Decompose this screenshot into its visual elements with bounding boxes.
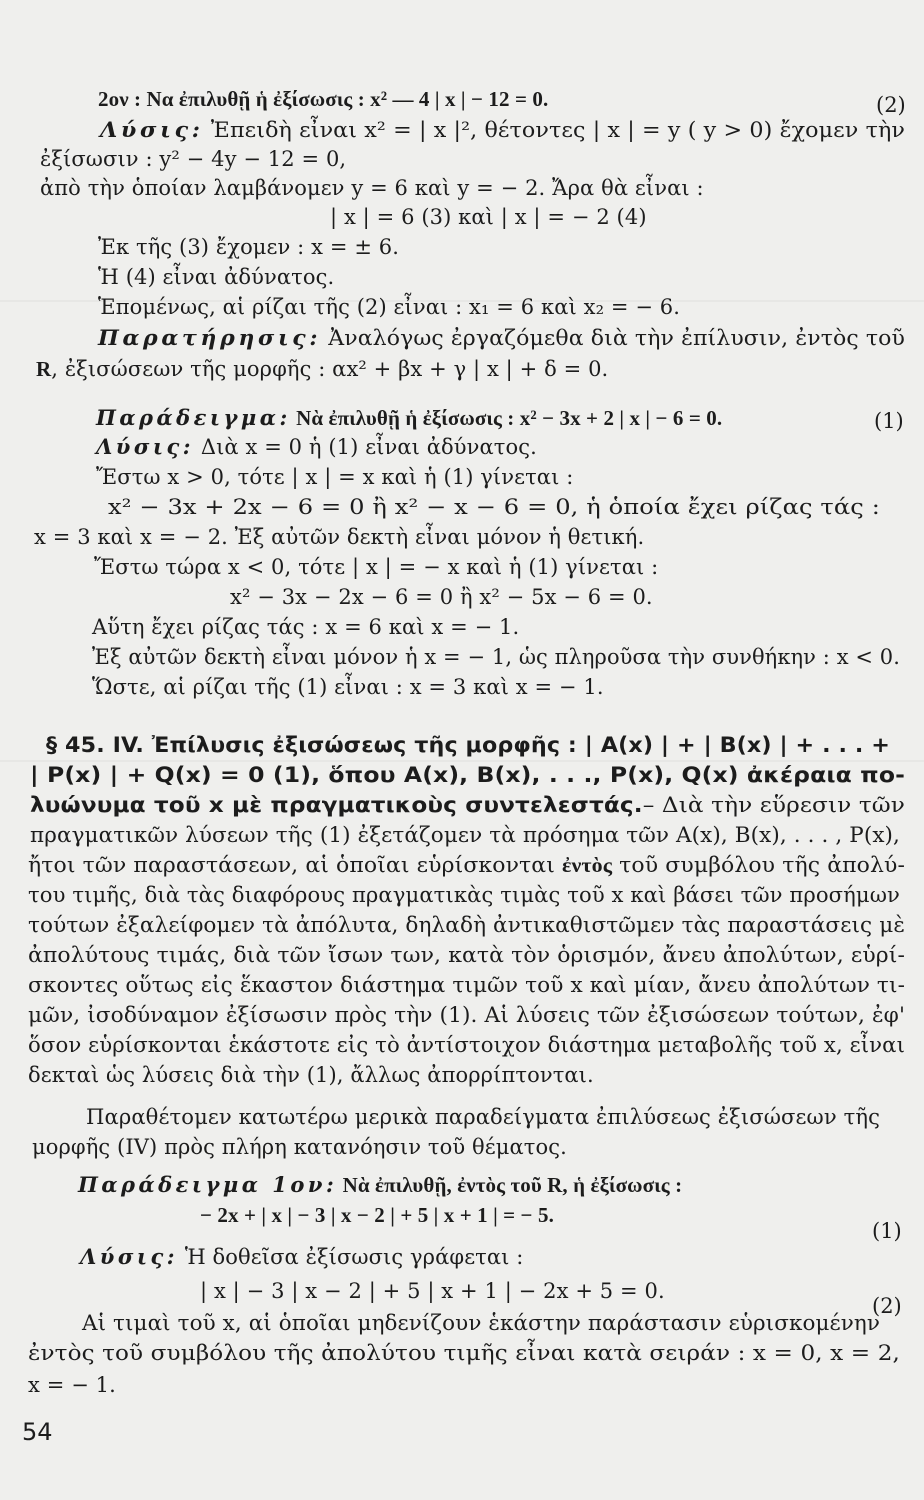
text-line [96, 405, 722, 431]
text-run: x² − 3x + 2x − 6 = 0 ἢ x² − x − 6 = 0, ἡ ὁποία ἔχει ρίζας τάς : [108, 495, 880, 519]
text-run: ἤτοι τῶν παραστάσεων, αἱ ὁποῖαι εὑρίσκονται [28, 853, 563, 877]
text-run: − 2x + | x | − 3 | x − 2 | + 5 | x + 1 | = − 5. [200, 1203, 554, 1227]
text-run: μορφῆς (IV) πρὸς πλήρη κατανόησιν τοῦ θέματος. [32, 1135, 567, 1159]
text-line [30, 822, 900, 848]
text-run: § 45. IV. Ἐπίλυσις ἐξισώσεως τῆς μορφῆς : | A(x) | + | B(x) | + . . . + [46, 733, 890, 757]
text-run: Ἐκ τῆς (3) ἔχομεν : x = ± 6. [98, 235, 400, 259]
text-line [28, 1032, 905, 1058]
text-line [40, 175, 704, 201]
text-run: μῶν, ἰσοδύναμον ἐξίσωσιν πρὸς τὴν (1). Αἱ λύσεις τῶν ἐξισώσεων τούτων, ἐφ' [28, 1003, 905, 1027]
text-run: ἐντὸς [562, 853, 613, 877]
text-run: Παράδειγμα 1ον: [78, 1172, 338, 1197]
text-run: | x | = 6 (3) καὶ | x | = − 2 (4) [330, 205, 647, 229]
text-line [108, 494, 880, 520]
text-run: Ἡ δοθεῖσα ἐξίσωσις γράφεται : [178, 1245, 524, 1269]
text-line [96, 434, 537, 460]
text-run: Λύσις: [100, 117, 204, 142]
page-number: 54 [22, 1418, 53, 1446]
text-run: 2ον : Να ἐπιλυθῇ ἡ ἐξίσωσις : x² — 4 | x | − 12 = 0. [98, 87, 549, 111]
text-line [92, 674, 604, 700]
text-run: Ἐξ αὐτῶν δεκτὴ εἶναι μόνον ἡ x = − 1, ὡς πληροῦσα τὴν συνθήκην : x < 0. [92, 645, 900, 669]
text-run: Ἀναλόγως ἐργαζόμεθα διὰ τὴν ἐπίλυσιν, ἐντὸς τοῦ [321, 326, 905, 350]
text-line [32, 1134, 567, 1160]
text-run: Λύσις: [96, 434, 195, 459]
text-run: Αἱ τιμαὶ τοῦ x, αἱ ὁποῖαι μηδενίζουν ἑκάστην παράστασιν εὑρισκομένην [82, 1311, 881, 1335]
text-line [28, 852, 905, 878]
text-run: Νὰ ἐπιλυθῇ, ἐντὸς τοῦ R, ἡ ἐξίσωσις : [337, 1173, 683, 1197]
text-line [98, 234, 399, 260]
text-run: Ἐπειδὴ εἶναι x² = | x |², θέτοντες | x | = y ( y > 0) ἔχομεν τὴν [203, 118, 905, 142]
text-run: λυώνυμα τοῦ x μὲ πραγματικοὺς συντελεστάς. [30, 793, 643, 817]
text-line [200, 1202, 554, 1228]
text-run: Παρατήρησις: [98, 325, 322, 350]
text-run: | P(x) | + Q(x) = 0 (1), ὅπου A(x), B(x), . . ., P(x), Q(x) ἀκέραια πο- [30, 763, 905, 787]
text-line [94, 554, 658, 580]
text-line [330, 204, 647, 230]
text-run: x = − 1. [28, 1373, 116, 1397]
text-run: τούτων ἐξαλείφομεν τὰ ἀπόλυτα, δηλαδὴ ἀντικαθιστῶμεν τὰς παραστάσεις μὲ [28, 913, 906, 937]
text-line [98, 86, 548, 112]
text-run: του τιμῆς, διὰ τὰς διαφόρους πραγματικὰς τιμὰς τοῦ x καὶ βάσει τῶν προσήμων [28, 883, 900, 907]
text-run: Ἑπομένως, αἱ ρίζαι τῆς (2) εἶναι : x₁ = 6 καὶ x₂ = − 6. [98, 295, 681, 319]
text-line [28, 1340, 900, 1366]
text-run: Ἡ (4) εἶναι ἀδύνατος. [98, 265, 335, 289]
equation-number: (2) [876, 93, 906, 117]
text-run: Διὰ x = 0 ἡ (1) εἶναι ἀδύνατος. [194, 435, 537, 459]
text-run: πραγματικῶν λύσεων τῆς (1) ἐξετάζομεν τὰ πρόσημα τῶν A(x), B(x), . . . , P(x), [30, 823, 901, 847]
text-run: Ἔστω τώρα x < 0, τότε | x | = − x καὶ ἡ (1) γίνεται : [94, 555, 659, 579]
text-run: ἀπὸ τὴν ὁποίαν λαμβάνομεν y = 6 καὶ y = − 2. Ἄρα θὰ εἶναι : [40, 176, 704, 200]
text-line [98, 294, 680, 320]
text-run: R [36, 357, 52, 381]
text-line [230, 584, 653, 610]
text-line [92, 644, 900, 670]
text-run: ἐντὸς τοῦ συμβόλου τῆς ἀπολύτου τιμῆς εἶναι κατὰ σειράν : x = 0, x = 2, [28, 1341, 901, 1365]
text-line [40, 146, 346, 172]
text-run: τοῦ συμβόλου τῆς ἀπολύ- [612, 853, 905, 877]
equation-number: (2) [872, 1294, 902, 1318]
text-line [82, 1310, 880, 1336]
text-run: | x | − 3 | x − 2 | + 5 | x + 1 | − 2x + 5 = 0. [200, 1279, 665, 1303]
text-line [86, 1104, 880, 1130]
text-run: Νὰ ἐπιλυθῇ ἡ ἐξίσωσις : x² − 3x + 2 | x | − 6 = 0. [290, 406, 723, 430]
text-run: Ἔστω x > 0, τότε | x | = x καὶ ἡ (1) γίνεται : [96, 465, 574, 489]
equation-number: (1) [872, 1219, 902, 1243]
text-line [100, 117, 905, 143]
text-line [34, 524, 644, 550]
text-run: ὅσον εὑρίσκονται ἑκάστοτε εἰς τὸ ἀντίστοιχον διάστημα μεταβολῆς τοῦ x, εἶναι [28, 1033, 905, 1057]
text-run: δεκταὶ ὡς λύσεις διὰ τὴν (1), ἄλλως ἀπορρίπτονται. [28, 1063, 594, 1087]
text-line [78, 1172, 682, 1198]
text-run: Ὥστε, αἱ ρίζαι τῆς (1) εἶναι : x = 3 καὶ x = − 1. [92, 675, 604, 699]
text-run: Λύσις: [80, 1244, 179, 1269]
text-line [98, 264, 334, 290]
text-line [28, 882, 900, 908]
text-run: x = 3 καὶ x = − 2. Ἐξ αὐτῶν δεκτὴ εἶναι μόνον ἡ θετική. [34, 525, 645, 549]
text-line [96, 464, 573, 490]
text-line [92, 614, 519, 640]
text-run: Παράδειγμα: [96, 405, 291, 430]
text-line [98, 325, 905, 351]
text-run: , ἐξισώσεων τῆς μορφῆς : αx² + βx + γ | x | + δ = 0. [51, 357, 609, 381]
text-line [28, 912, 905, 938]
text-line [30, 792, 905, 818]
equation-number: (1) [874, 409, 904, 433]
text-line [46, 732, 890, 758]
text-line [28, 972, 905, 998]
text-run: ἐξίσωσιν : y² − 4y − 12 = 0, [40, 147, 347, 171]
text-run: x² − 3x − 2x − 6 = 0 ἢ x² − 5x − 6 = 0. [230, 585, 653, 609]
text-line [36, 356, 608, 382]
text-run: σκοντες οὕτως εἰς ἕκαστον διάστημα τιμῶν τοῦ x καὶ μίαν, ἄνευ ἀπολύτων τι- [28, 973, 905, 997]
text-line [80, 1244, 523, 1270]
text-run: ἀπολύτους τιμάς, διὰ τῶν ἴσων των, κατὰ τὸν ὁρισμόν, ἄνευ ἀπολύτων, εὑρί- [28, 943, 906, 967]
text-line [30, 762, 905, 788]
text-run: Αὕτη ἔχει ρίζας τάς : x = 6 καὶ x = − 1. [92, 615, 520, 639]
text-run: – Διὰ τὴν εὕρεσιν τῶν [642, 793, 905, 817]
text-line [28, 1002, 905, 1028]
text-line [200, 1278, 665, 1304]
text-run: Παραθέτομεν κατωτέρω μερικὰ παραδείγματα ἐπιλύσεως ἐξισώσεων τῆς [86, 1105, 880, 1129]
text-line [28, 942, 905, 968]
text-line [28, 1372, 116, 1398]
text-line [28, 1062, 594, 1088]
